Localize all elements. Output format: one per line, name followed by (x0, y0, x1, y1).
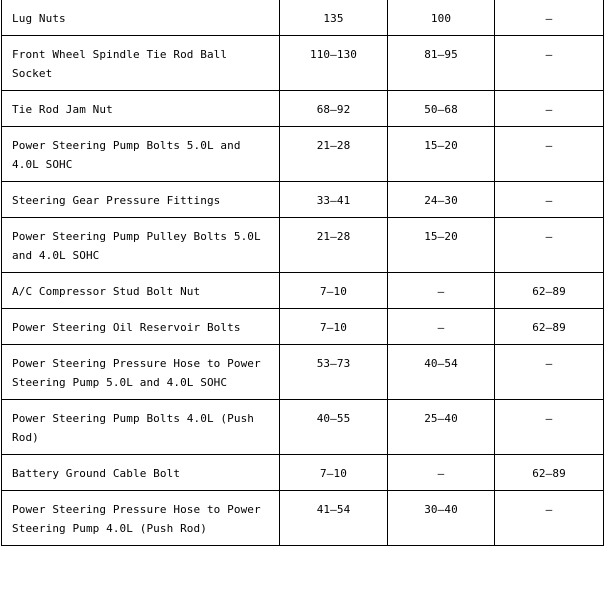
row-nm-value: 53–73 (280, 345, 388, 400)
table-row (2, 345, 604, 400)
row-lbin-value: — (495, 400, 604, 455)
row-nm-value: 21–28 (280, 218, 388, 273)
row-lbft-value: 24–30 (388, 182, 495, 218)
row-description: Power Steering Pressure Hose to Power Steering Pump 5.0L and 4.0L SOHC (2, 345, 280, 400)
row-description: Power Steering Pressure Hose to Power Steering Pump 4.0L (Push Rod) (2, 491, 280, 546)
row-nm-value: 33–41 (280, 182, 388, 218)
row-description: Power Steering Pump Pulley Bolts 5.0L and 4.0L SOHC (2, 218, 280, 273)
table-row (2, 182, 604, 218)
table-row (2, 36, 604, 91)
table-row (2, 91, 604, 127)
row-nm-value: 110–130 (280, 36, 388, 91)
row-description: A/C Compressor Stud Bolt Nut (2, 273, 280, 309)
row-description: Lug Nuts (2, 0, 280, 36)
row-nm-value: 7–10 (280, 273, 388, 309)
row-description: Tie Rod Jam Nut (2, 91, 280, 127)
row-nm-value: 68–92 (280, 91, 388, 127)
row-nm-value: 21–28 (280, 127, 388, 182)
row-nm-value: 7–10 (280, 309, 388, 345)
row-lbft-value: — (388, 309, 495, 345)
row-description: Power Steering Oil Reservoir Bolts (2, 309, 280, 345)
row-lbft-value: — (388, 273, 495, 309)
row-lbin-value: — (495, 127, 604, 182)
row-lbin-value: — (495, 218, 604, 273)
row-lbft-value: 15–20 (388, 127, 495, 182)
row-lbin-value: — (495, 91, 604, 127)
row-lbft-value: 81–95 (388, 36, 495, 91)
table-row (2, 309, 604, 345)
row-lbft-value: 40–54 (388, 345, 495, 400)
row-lbft-value: 25–40 (388, 400, 495, 455)
table-row (2, 127, 604, 182)
row-lbft-value: 50–68 (388, 91, 495, 127)
table-row (2, 400, 604, 455)
row-lbft-value: 100 (388, 0, 495, 36)
row-lbin-value: 62–89 (495, 455, 604, 491)
row-description: Power Steering Pump Bolts 4.0L (Push Rod) (2, 400, 280, 455)
row-nm-value: 135 (280, 0, 388, 36)
row-lbft-value: 15–20 (388, 218, 495, 273)
row-lbft-value: — (388, 455, 495, 491)
row-lbin-value: 62–89 (495, 309, 604, 345)
row-lbin-value: — (495, 36, 604, 91)
row-nm-value: 40–55 (280, 400, 388, 455)
row-nm-value: 41–54 (280, 491, 388, 546)
row-description: Power Steering Pump Bolts 5.0L and 4.0L SOHC (2, 127, 280, 182)
row-description: Front Wheel Spindle Tie Rod Ball Socket (2, 36, 280, 91)
row-lbin-value: — (495, 345, 604, 400)
row-lbin-value: — (495, 491, 604, 546)
row-lbft-value: 30–40 (388, 491, 495, 546)
row-lbin-value: 62–89 (495, 273, 604, 309)
table-row (2, 455, 604, 491)
table-row (2, 218, 604, 273)
table-row (2, 273, 604, 309)
row-nm-value: 7–10 (280, 455, 388, 491)
row-lbin-value: — (495, 0, 604, 36)
torque-spec-table (1, 0, 604, 546)
row-lbin-value: — (495, 182, 604, 218)
row-description: Steering Gear Pressure Fittings (2, 182, 280, 218)
table-row (2, 491, 604, 546)
row-description: Battery Ground Cable Bolt (2, 455, 280, 491)
table-row (2, 0, 604, 36)
